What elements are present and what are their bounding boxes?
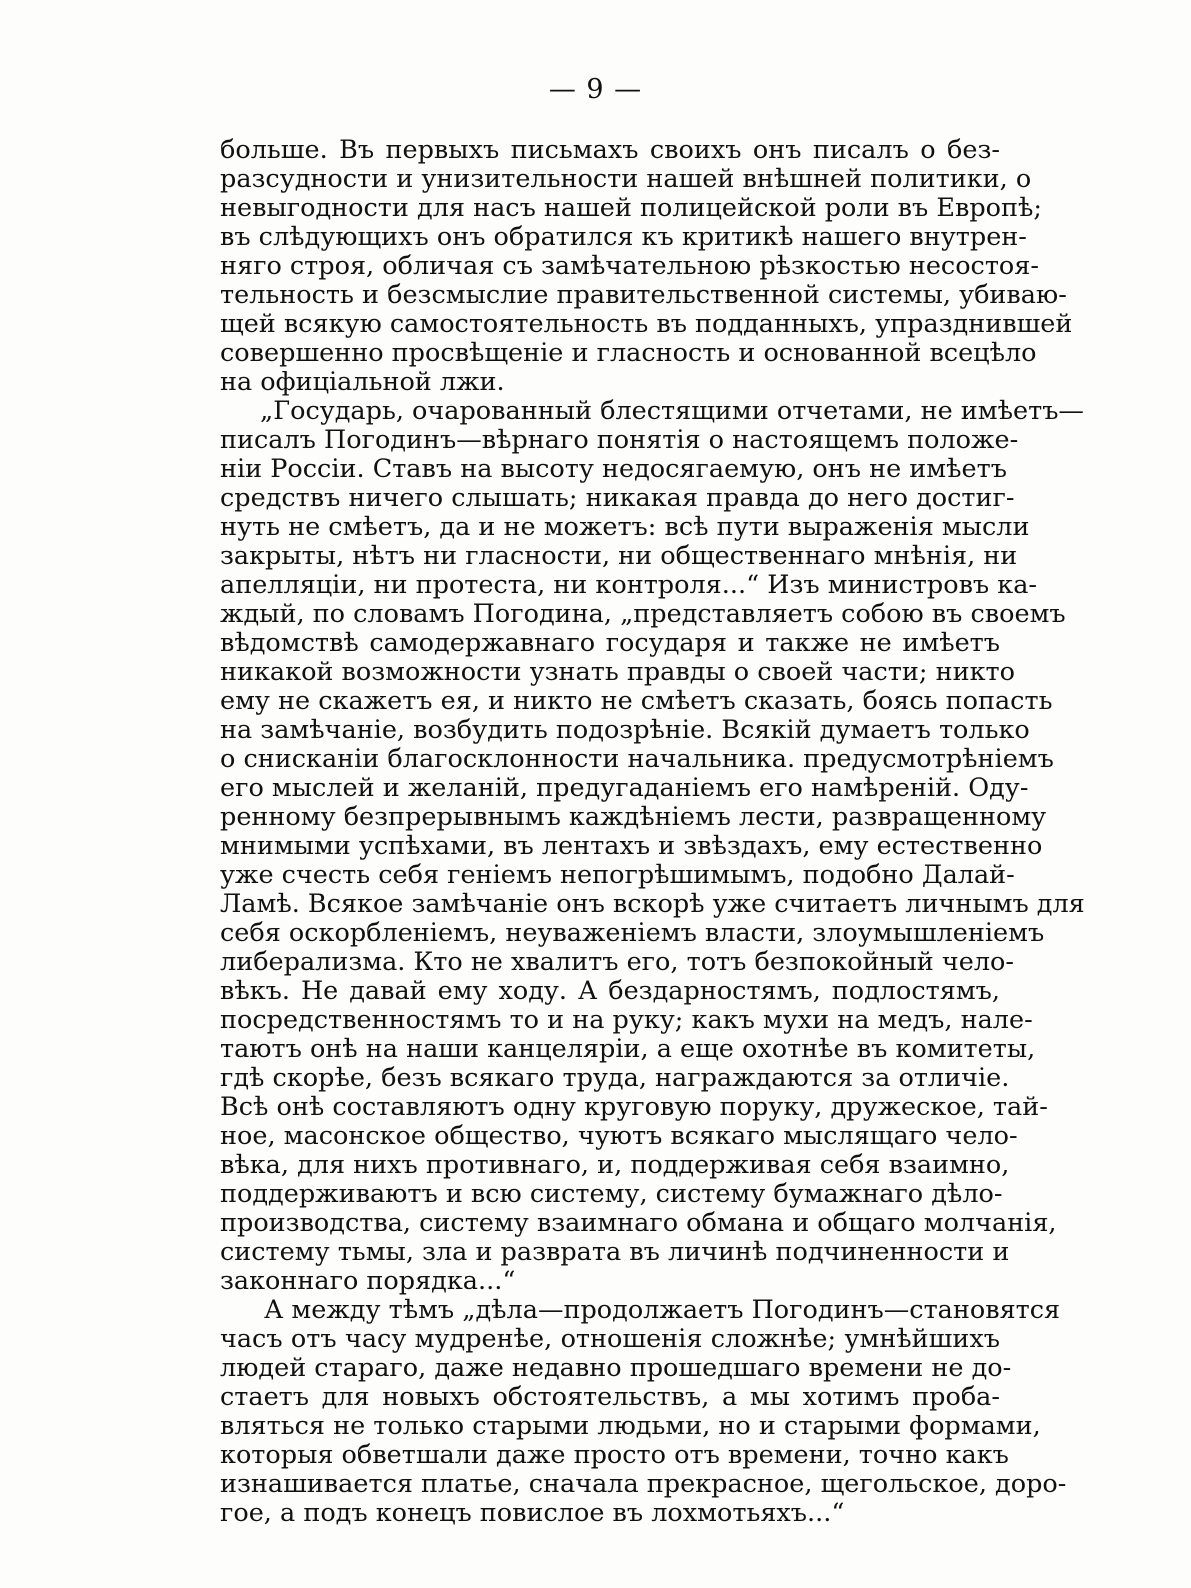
- text-line: больше. Въ первыхъ письмахъ своихъ онъ писалъ о без-: [220, 135, 1000, 165]
- text-line: невыгодности для насъ нашей полицейской роли въ Европѣ;: [220, 193, 1042, 223]
- text-line: уже счесть себя геніемъ непогрѣшимымъ, подобно Далай-: [220, 860, 1015, 890]
- text-line: апелляціи, ни протеста, ни контроля...“ Изъ министровъ ка-: [220, 570, 1038, 600]
- text-line: вѣка, для нихъ противнаго, и, поддерживая себя взаимно,: [220, 1150, 1010, 1180]
- text-line: гое, а подъ конецъ повислое въ лохмотьяхъ...“: [220, 1498, 845, 1528]
- text-line: людей стараго, даже недавно прошедшаго времени не до-: [220, 1353, 1012, 1383]
- text-line: щей всякую самостоятельность въ подданныхъ, упразднившей: [220, 309, 1073, 339]
- text-line: либерализма. Кто не хвалитъ его, тотъ безпокойный чело-: [220, 947, 1014, 977]
- text-line: ное, масонское общество, чуютъ всякаго мыслящаго чело-: [220, 1121, 1018, 1151]
- text-line: Ламѣ. Всякое замѣчаніе онъ вскорѣ уже считаетъ личнымъ для: [220, 889, 1085, 919]
- text-line: изнашивается платье, сначала прекрасное, щегольское, доро-: [220, 1469, 1067, 1499]
- text-line: мнимыми успѣхами, въ лентахъ и звѣздахъ, ему естественно: [220, 831, 1043, 861]
- text-line: закрыты, нѣтъ ни гласности, ни общественнаго мнѣнія, ни: [220, 541, 1018, 571]
- text-line: ему не скажетъ ея, и никто не смѣетъ сказать, боясь попасть: [220, 686, 1053, 716]
- text-line: таютъ онѣ на наши канцеляріи, а еще охотнѣе въ комитеты,: [220, 1034, 1036, 1064]
- page-number: — 9 —: [548, 74, 643, 105]
- text-line: стаетъ для новыхъ обстоятельствъ, а мы хотимъ проба-: [220, 1382, 1000, 1412]
- paragraph-1: [220, 135, 1073, 397]
- text-line: разсудности и унизительности нашей внѣшней политики, о: [220, 164, 1032, 194]
- text-line: на офиціальной лжи.: [220, 367, 505, 397]
- text-line: А между тѣмъ „дѣла—продолжаетъ Погодинъ—становятся: [264, 1295, 1061, 1325]
- text-line: никакой возможности узнать правды о своей части; никто: [220, 657, 1015, 687]
- text-line: часъ отъ часу мудренѣе, отношенія сложнѣе; умнѣйшихъ: [220, 1324, 1000, 1354]
- text-line: няго строя, обличая съ замѣчательною рѣзкостью несостоя-: [220, 251, 1039, 281]
- paragraph-3: [220, 1295, 1067, 1528]
- text-line: систему тьмы, зла и разврата въ личинѣ подчиненности и: [220, 1237, 1010, 1267]
- text-line: Всѣ онѣ составляютъ одну круговую поруку, дружеское, тай-: [220, 1092, 1048, 1122]
- paragraph-2: [220, 396, 1085, 1296]
- text-line: производства, систему взаимнаго обмана и общаго молчанія,: [220, 1208, 1057, 1238]
- text-line: въ слѣдующихъ онъ обратился къ критикѣ нашего внутрен-: [220, 222, 1027, 252]
- text-line: вляться не только старыми людьми, но и старыми формами,: [220, 1411, 1041, 1441]
- text-line: гдѣ скорѣе, безъ всякаго труда, награждаются за отличіе.: [220, 1063, 1010, 1093]
- text-line: на замѣчаніе, возбудить подозрѣніе. Всякій думаетъ только: [220, 715, 1030, 745]
- text-line: вѣкъ. Не давай ему ходу. А бездарностямъ, подлостямъ,: [220, 976, 1000, 1006]
- text-line: поддерживаютъ и всю систему, систему бумажнаго дѣло-: [220, 1179, 1003, 1209]
- text-line: посредственностямъ то и на руку; какъ мухи на медъ, нале-: [220, 1005, 1033, 1035]
- text-line: ренному безпрерывнымъ каждѣніемъ лести, развращенному: [220, 802, 1047, 832]
- text-line: средствъ ничего слышать; никакая правда до него достиг-: [220, 483, 1015, 513]
- text-line: писалъ Погодинъ—вѣрнаго понятія о настоящемъ положе-: [220, 425, 1019, 455]
- text-line: ждый, по словамъ Погодина, „представляетъ собою въ своемъ: [220, 599, 1066, 629]
- text-line: совершенно просвѣщеніе и гласность и основанной всецѣло: [220, 338, 1037, 368]
- text-line: нуть не смѣетъ, да и не можетъ: всѣ пути выраженія мысли: [220, 512, 1030, 542]
- text-line: вѣдомствѣ самодержавнаго государя и также не имѣетъ: [220, 628, 1000, 658]
- text-line: о снисканіи благосклонности начальника. предусмотрѣніемъ: [220, 744, 1054, 774]
- text-line: себя оскорбленіемъ, неуваженіемъ власти, злоумышленіемъ: [220, 918, 1045, 948]
- text-line: его мыслей и желаній, предугаданіемъ его намѣреній. Оду-: [220, 773, 1029, 803]
- body-text: [220, 135, 1085, 1528]
- text-line: законнаго порядка...“: [220, 1266, 516, 1296]
- text-line: которыя обветшали даже просто отъ времени, точно какъ: [220, 1440, 1009, 1470]
- text-line: „Государь, очарованный блестящими отчетами, не имѣетъ—: [260, 396, 1084, 426]
- text-line: тельность и безсмыслие правительственной системы, убиваю-: [220, 280, 1067, 310]
- text-line: ніи Россіи. Ставъ на высоту недосягаемую, онъ не имѣетъ: [220, 454, 1007, 484]
